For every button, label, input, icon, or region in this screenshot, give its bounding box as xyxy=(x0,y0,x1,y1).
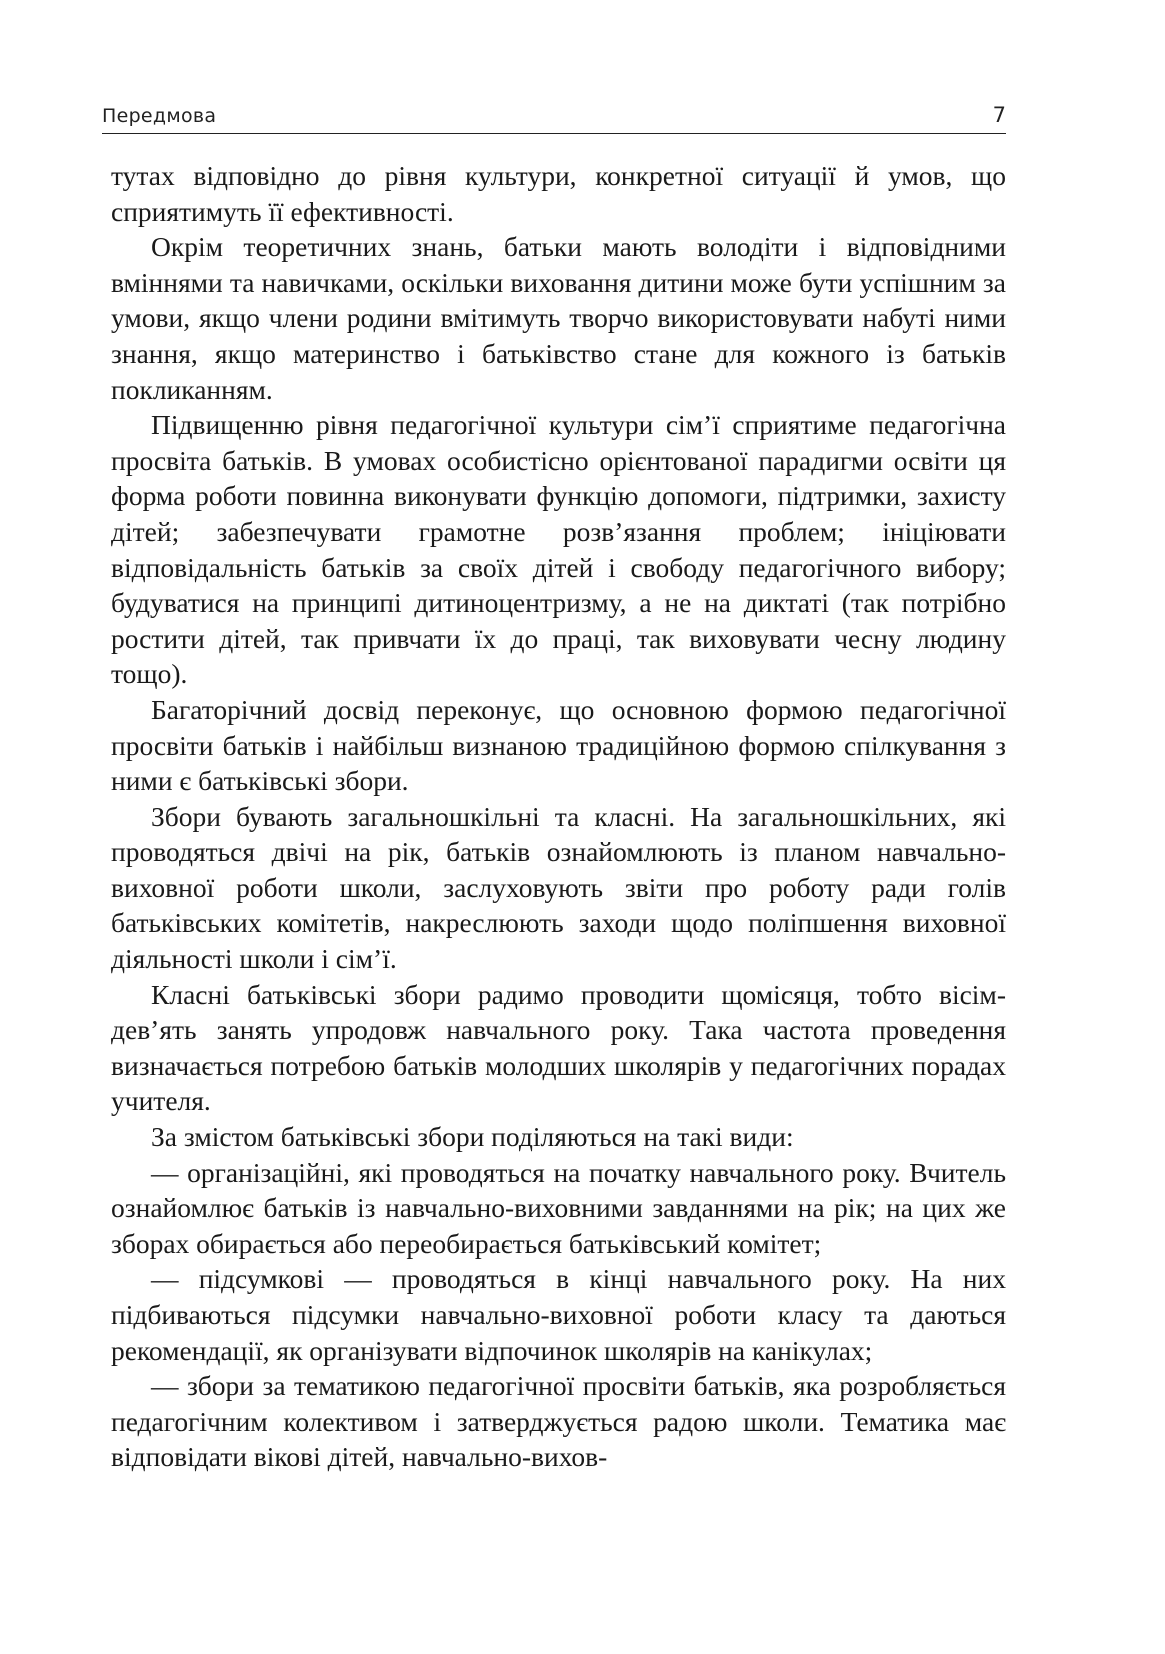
paragraph: Збори бувають загальношкільні та класні. На загальношкільних, які проводяться двічі на рік, батьків ознайомлюють із планом навчально-виховної роботи школи, заслуховують звіти про роботу ради голів батьківських комітетів, накреслюють заходи щодо поліпшення виховної діяльності школи і сім’ї. xyxy=(111,800,1006,975)
page-number: 7 xyxy=(992,103,1006,127)
paragraph: Окрім теоретичних знань, батьки мають володіти і відповідними вміннями та навичками, оскільки виховання дитини може бути успішним за умови, якщо члени родини вмітимуть творчо використовувати набуті ними знання, якщо материнство і батьківство стане для кожного із батьків покликанням. xyxy=(111,231,1006,405)
list-item: — збори за тематикою педагогічної просвіти батьків, яка розробляється педагогічним колективом і затверджується радою школи. Тематика має відповідати вікові дітей, навчально-вихов- xyxy=(111,1370,1006,1473)
paragraph: Класні батьківські збори радимо проводити щомісяця, тобто вісім-дев’ять занять упродовж навчального року. Така частота проведення визначається потребою батьків молодших школярів у педагогічних порадах учителя. xyxy=(111,978,1006,1117)
body-text xyxy=(111,158,1006,1475)
running-header xyxy=(102,105,1006,134)
section-title: Передмова xyxy=(102,105,217,127)
paragraph: За змістом батьківські збори поділяються на такі види: xyxy=(151,1121,794,1153)
paragraph: тутах відповідно до рівня культури, конкретної ситуації й умов, що сприятимуть її ефективності. xyxy=(111,160,1006,227)
paragraph: Багаторічний досвід переконує, що основною формою педагогічної просвіти батьків і найбільш визнаною традиційною формою спілкування з ними є батьківські збори. xyxy=(111,693,1006,797)
paragraph: Підвищенню рівня педагогічної культури сім’ї сприятиме педагогічна просвіта батьків. В умовах особистісно орієнтованої парадигми освіти ця форма роботи повинна виконувати функцію допомоги, підтримки, захисту дітей; забезпечувати грамотне розв’язання проблем; ініціювати відповідальність батьків за своїх дітей і свободу педагогічного вибору; будуватися на принципі дитиноцентризму, а не на диктаті (так потрібно ростити дітей, так привчати їх до праці, так виховувати чесну людину тощо). xyxy=(111,409,1006,690)
list-item: — підсумкові — проводяться в кінці навчального року. На них підбиваються підсумки навчально-виховної роботи класу та даються рекомендації, як організувати відпочинок школярів на канікулах; xyxy=(111,1263,1006,1366)
list-item: — організаційні, які проводяться на початку навчального року. Вчитель ознайомлює батьків із навчально-виховними завданнями на рік; на цих же зборах обирається або переобирається батьківський комітет; xyxy=(111,1156,1006,1259)
